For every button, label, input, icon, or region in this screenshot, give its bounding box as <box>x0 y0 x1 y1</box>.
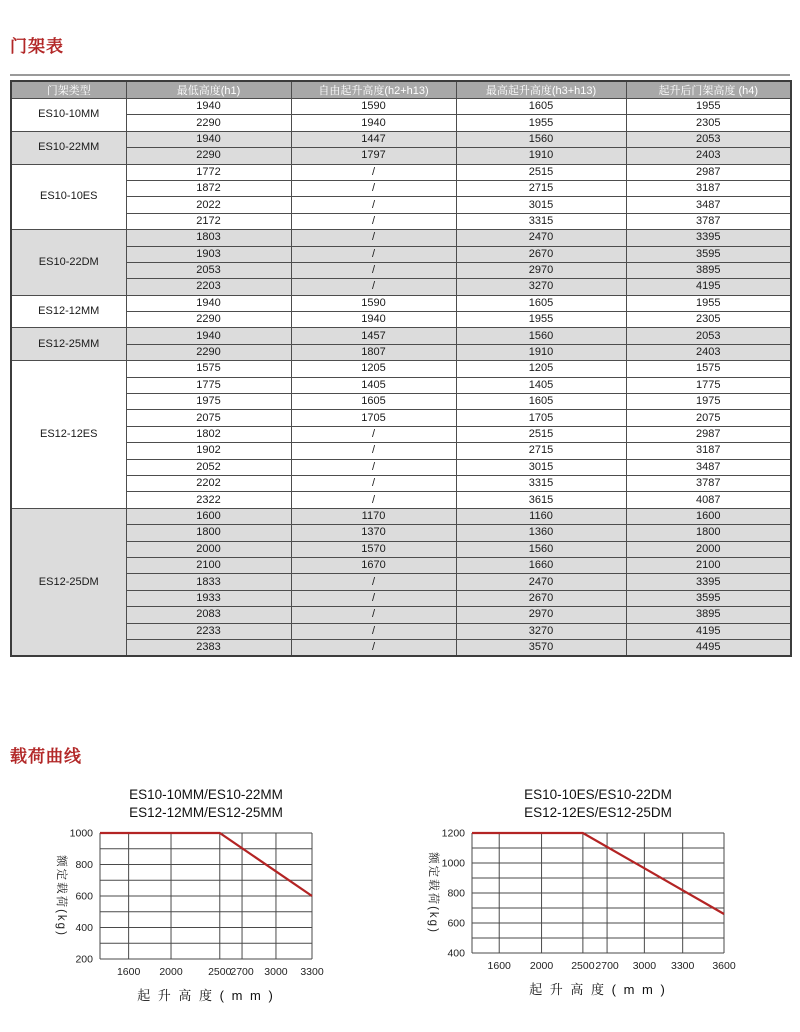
table-cell: 2305 <box>626 312 791 328</box>
table-cell: 1872 <box>126 180 291 196</box>
table-cell: 1800 <box>626 525 791 541</box>
table-cell: 2202 <box>126 475 291 491</box>
load-chart-mm-models <box>40 785 370 1010</box>
table-cell: 3187 <box>626 443 791 459</box>
table-cell: 1605 <box>456 394 626 410</box>
table-cell: 1575 <box>626 361 791 377</box>
table-cell: 1705 <box>291 410 456 426</box>
table-cell: 2515 <box>456 164 626 180</box>
table-row <box>11 180 791 196</box>
table-row <box>11 115 791 131</box>
table-cell: 2670 <box>456 246 626 262</box>
chart-title-line: ES12-12ES/ES12-25DM <box>524 805 672 820</box>
table-cell: 2715 <box>456 180 626 196</box>
table-cell: 1940 <box>291 115 456 131</box>
table-cell: 3895 <box>626 262 791 278</box>
x-axis-label: 起 升 高 度 ( m m ) <box>137 988 275 1003</box>
table-cell: 1797 <box>291 148 456 164</box>
table-cell: 3595 <box>626 590 791 606</box>
table-cell: 2470 <box>456 574 626 590</box>
table-cell: 1590 <box>291 295 456 311</box>
y-tick-label: 1000 <box>441 857 465 870</box>
table-cell: 3270 <box>456 279 626 295</box>
table-cell: 2083 <box>126 607 291 623</box>
table-cell: 1940 <box>291 312 456 328</box>
load-curve-line <box>472 833 724 914</box>
table-cell: 2233 <box>126 623 291 639</box>
table-cell: 3595 <box>626 246 791 262</box>
table-cell: 4495 <box>626 639 791 656</box>
table-cell: 1170 <box>291 508 456 524</box>
load-curve-chart-svg <box>40 785 370 1010</box>
table-row <box>11 639 791 656</box>
table-row <box>11 328 791 344</box>
table-cell: 3395 <box>626 574 791 590</box>
y-tick-label: 200 <box>75 953 93 966</box>
table-cell: 3895 <box>626 607 791 623</box>
x-tick-label: 2000 <box>159 966 183 978</box>
table-cell: 1405 <box>291 377 456 393</box>
table-row <box>11 295 791 311</box>
x-axis-label: 起 升 高 度 ( m m ) <box>529 982 667 997</box>
table-cell: 1955 <box>456 115 626 131</box>
table-cell: 1457 <box>291 328 456 344</box>
table-cell: 1940 <box>126 99 291 115</box>
table-cell: 2322 <box>126 492 291 508</box>
table-cell: 2403 <box>626 148 791 164</box>
table-cell: 3615 <box>456 492 626 508</box>
table-cell: 3187 <box>626 180 791 196</box>
load-chart-es-dm-models <box>420 785 760 1000</box>
table-cell: 1775 <box>126 377 291 393</box>
table-cell: 2670 <box>456 590 626 606</box>
table-cell: / <box>291 213 456 229</box>
table-cell: 2715 <box>456 443 626 459</box>
x-tick-label: 2700 <box>595 960 619 972</box>
table-cell: 2987 <box>626 426 791 442</box>
table-cell: 1833 <box>126 574 291 590</box>
table-cell: / <box>291 459 456 475</box>
table-cell: 3487 <box>626 459 791 475</box>
table-row <box>11 623 791 639</box>
table-cell: 1903 <box>126 246 291 262</box>
mast-table-body <box>11 99 791 657</box>
table-cell: 1940 <box>126 328 291 344</box>
table-cell: 1205 <box>456 361 626 377</box>
table-row <box>11 607 791 623</box>
y-tick-label: 600 <box>75 890 93 903</box>
y-tick-label: 800 <box>75 859 93 871</box>
table-row <box>11 213 791 229</box>
table-cell: 1955 <box>626 295 791 311</box>
table-cell: 1600 <box>626 508 791 524</box>
table-row <box>11 164 791 180</box>
table-cell: 3487 <box>626 197 791 213</box>
table-cell: 1800 <box>126 525 291 541</box>
table-cell: 2970 <box>456 607 626 623</box>
mast-type-cell: ES12-12MM <box>11 295 126 328</box>
x-tick-label: 3300 <box>670 960 695 972</box>
table-cell: 1160 <box>456 508 626 524</box>
table-cell: 3015 <box>456 197 626 213</box>
table-cell: 3270 <box>456 623 626 639</box>
table-cell: / <box>291 230 456 246</box>
column-header-max-lift: 最高起升高度(h3+h13) <box>456 81 626 99</box>
mast-table-header <box>11 81 791 99</box>
table-cell: 1405 <box>456 377 626 393</box>
x-tick-label: 3000 <box>632 960 657 972</box>
table-row <box>11 525 791 541</box>
table-cell: 1955 <box>456 312 626 328</box>
table-row <box>11 557 791 573</box>
table-cell: 2383 <box>126 639 291 656</box>
table-cell: / <box>291 262 456 278</box>
table-cell: 2053 <box>626 131 791 147</box>
table-cell: 1570 <box>291 541 456 557</box>
table-cell: 2000 <box>126 541 291 557</box>
table-cell: 2052 <box>126 459 291 475</box>
table-cell: / <box>291 639 456 656</box>
table-row <box>11 590 791 606</box>
table-cell: 1775 <box>626 377 791 393</box>
table-row <box>11 197 791 213</box>
table-row <box>11 361 791 377</box>
table-cell: 1600 <box>126 508 291 524</box>
table-cell: / <box>291 475 456 491</box>
table-cell: 2100 <box>626 557 791 573</box>
table-cell: 2053 <box>626 328 791 344</box>
y-tick-label: 600 <box>447 917 465 930</box>
table-cell: 2290 <box>126 344 291 360</box>
table-cell: 1807 <box>291 344 456 360</box>
mast-type-cell: ES12-12ES <box>11 361 126 509</box>
table-row <box>11 279 791 295</box>
x-tick-label: 3600 <box>712 960 736 972</box>
table-cell: / <box>291 246 456 262</box>
table-cell: 2075 <box>126 410 291 426</box>
chart-title-line: ES10-10MM/ES10-22MM <box>129 787 283 802</box>
table-cell: 2515 <box>456 426 626 442</box>
y-tick-label: 1200 <box>441 827 465 840</box>
table-cell: 1940 <box>126 131 291 147</box>
table-row <box>11 492 791 508</box>
table-cell: 2305 <box>626 115 791 131</box>
table-cell: / <box>291 279 456 295</box>
column-header-min-height: 最低高度(h1) <box>126 81 291 99</box>
table-cell: 2987 <box>626 164 791 180</box>
table-cell: / <box>291 574 456 590</box>
table-row <box>11 443 791 459</box>
table-cell: 2290 <box>126 312 291 328</box>
table-cell: 2053 <box>126 262 291 278</box>
table-cell: 1560 <box>456 328 626 344</box>
table-row <box>11 312 791 328</box>
table-cell: 3395 <box>626 230 791 246</box>
table-cell: 1802 <box>126 426 291 442</box>
x-tick-label: 2000 <box>529 960 554 972</box>
column-header-mast-type: 门架类型 <box>11 81 126 99</box>
mast-table <box>10 80 792 657</box>
table-row <box>11 459 791 475</box>
table-cell: 1447 <box>291 131 456 147</box>
y-axis-label: 额定载荷(kg) <box>55 855 67 937</box>
x-tick-label: 2700 <box>230 966 254 978</box>
mast-type-cell: ES12-25DM <box>11 508 126 656</box>
table-cell: 1803 <box>126 230 291 246</box>
table-cell: / <box>291 623 456 639</box>
table-cell: 2000 <box>626 541 791 557</box>
table-cell: / <box>291 197 456 213</box>
table-cell: 1772 <box>126 164 291 180</box>
table-cell: 2290 <box>126 148 291 164</box>
table-cell: 4087 <box>626 492 791 508</box>
table-row <box>11 230 791 246</box>
section-divider <box>10 74 790 76</box>
table-cell: 1360 <box>456 525 626 541</box>
table-cell: 1910 <box>456 344 626 360</box>
table-cell: 2172 <box>126 213 291 229</box>
column-header-extended-height: 起升后门架高度 (h4) <box>626 81 791 99</box>
x-tick-label: 2500 <box>571 960 595 972</box>
table-row <box>11 148 791 164</box>
table-row <box>11 426 791 442</box>
mast-type-cell: ES10-10ES <box>11 164 126 230</box>
table-cell: / <box>291 443 456 459</box>
table-cell: 4195 <box>626 623 791 639</box>
table-cell: / <box>291 164 456 180</box>
mast-type-cell: ES12-25MM <box>11 328 126 361</box>
mast-type-cell: ES10-22DM <box>11 230 126 296</box>
chart-title-line: ES10-10ES/ES10-22DM <box>524 787 672 802</box>
y-tick-label: 400 <box>447 947 465 960</box>
table-row <box>11 394 791 410</box>
table-cell: 1575 <box>126 361 291 377</box>
table-cell: 2022 <box>126 197 291 213</box>
table-row <box>11 410 791 426</box>
table-cell: 2100 <box>126 557 291 573</box>
x-tick-label: 1600 <box>487 960 511 972</box>
table-row <box>11 377 791 393</box>
table-cell: 1940 <box>126 295 291 311</box>
table-row <box>11 574 791 590</box>
table-cell: 1660 <box>456 557 626 573</box>
table-cell: 1933 <box>126 590 291 606</box>
load-curve-section-title: 载荷曲线 <box>10 747 82 766</box>
column-header-free-lift: 自由起升高度(h2+h13) <box>291 81 456 99</box>
table-cell: 1902 <box>126 443 291 459</box>
table-cell: 1605 <box>291 394 456 410</box>
table-cell: / <box>291 590 456 606</box>
table-row <box>11 344 791 360</box>
table-cell: 1705 <box>456 410 626 426</box>
table-cell: 3787 <box>626 475 791 491</box>
load-curve-chart-svg <box>420 785 760 1000</box>
table-cell: 2970 <box>456 262 626 278</box>
table-cell: 1205 <box>291 361 456 377</box>
table-row <box>11 262 791 278</box>
table-cell: 3015 <box>456 459 626 475</box>
y-tick-label: 1000 <box>69 827 93 840</box>
table-cell: 2203 <box>126 279 291 295</box>
table-row <box>11 246 791 262</box>
table-cell: 2290 <box>126 115 291 131</box>
table-cell: 1975 <box>126 394 291 410</box>
table-cell: 3315 <box>456 475 626 491</box>
chart-title-line: ES12-12MM/ES12-25MM <box>129 805 283 820</box>
table-cell: 3787 <box>626 213 791 229</box>
mast-table-section-title: 门架表 <box>10 37 64 56</box>
table-cell: 1670 <box>291 557 456 573</box>
mast-type-cell: ES10-10MM <box>11 99 126 132</box>
table-cell: / <box>291 607 456 623</box>
mast-type-cell: ES10-22MM <box>11 131 126 164</box>
table-cell: 1560 <box>456 541 626 557</box>
table-cell: 3570 <box>456 639 626 656</box>
table-row <box>11 475 791 491</box>
table-cell: 1560 <box>456 131 626 147</box>
table-cell: 1370 <box>291 525 456 541</box>
table-row <box>11 131 791 147</box>
table-cell: 1605 <box>456 99 626 115</box>
x-tick-label: 3000 <box>264 966 288 978</box>
table-cell: 1590 <box>291 99 456 115</box>
table-cell: / <box>291 492 456 508</box>
table-row <box>11 541 791 557</box>
x-tick-label: 3300 <box>300 966 324 978</box>
table-cell: 3315 <box>456 213 626 229</box>
table-cell: 1910 <box>456 148 626 164</box>
table-cell: / <box>291 426 456 442</box>
x-tick-label: 1600 <box>116 966 141 978</box>
table-cell: 4195 <box>626 279 791 295</box>
table-cell: 2403 <box>626 344 791 360</box>
table-cell: 1955 <box>626 99 791 115</box>
table-cell: 1975 <box>626 394 791 410</box>
table-cell: 1605 <box>456 295 626 311</box>
y-tick-label: 800 <box>447 887 465 900</box>
table-cell: 2075 <box>626 410 791 426</box>
y-axis-label: 额定载荷(kg) <box>427 852 439 934</box>
x-tick-label: 2500 <box>208 966 232 978</box>
table-row <box>11 508 791 524</box>
y-tick-label: 400 <box>75 922 93 934</box>
table-row <box>11 99 791 115</box>
table-cell: 2470 <box>456 230 626 246</box>
table-cell: / <box>291 180 456 196</box>
